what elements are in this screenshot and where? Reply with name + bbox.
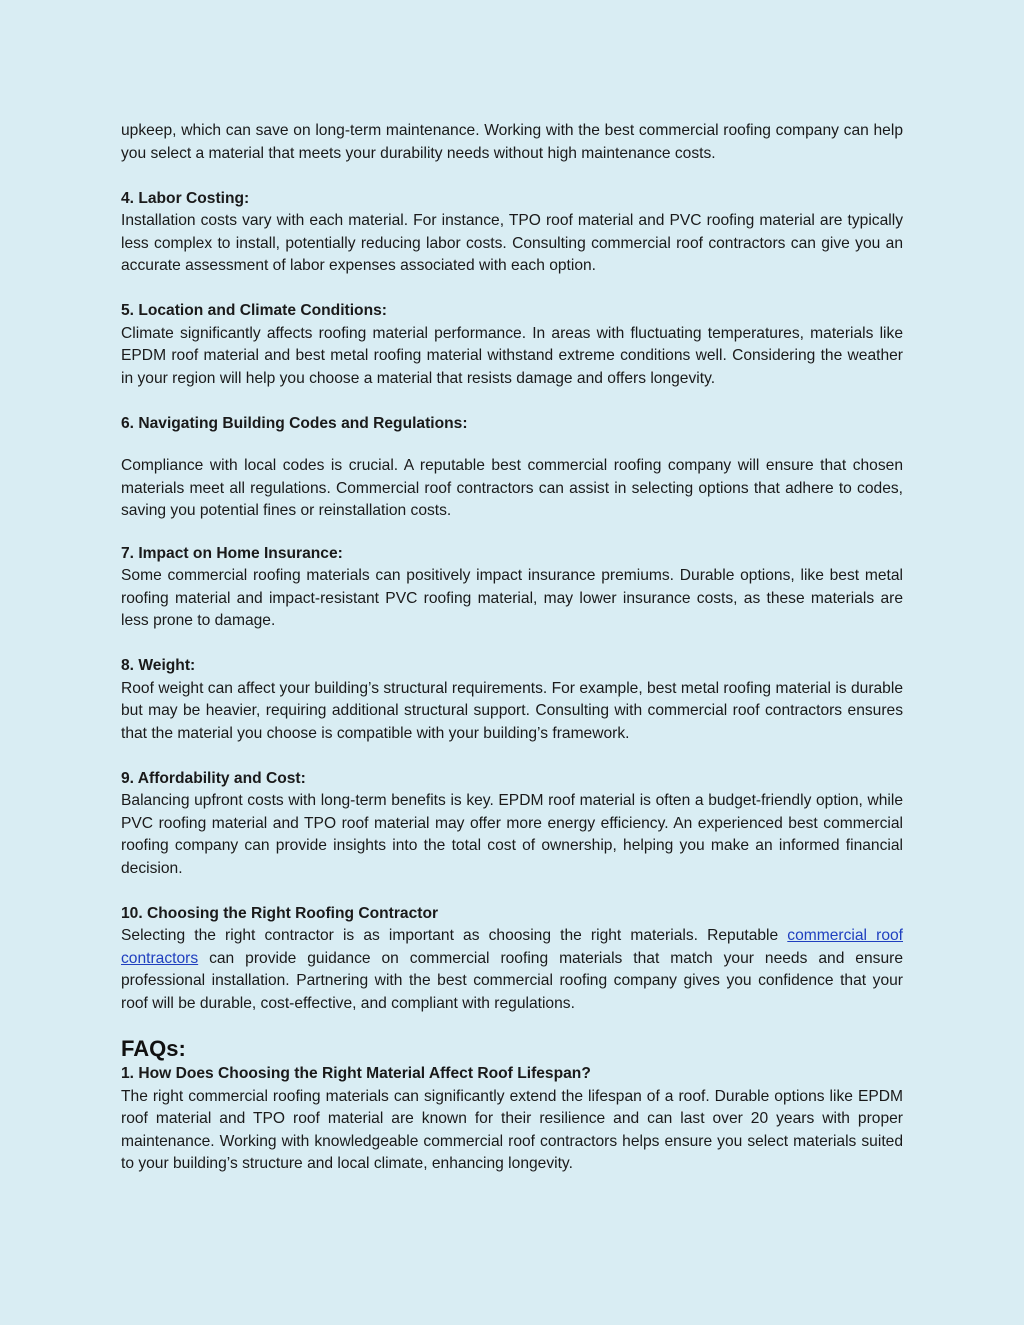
faqs-title: FAQs: <box>121 1036 186 1061</box>
section-body-labor-costing: Installation costs vary with each material. For instance, TPO roof material and PVC roofing material are typically less complex to install, potentially reducing labor costs. Consulting commercial roof contractors can give you an accurate assessment of labor expenses associated with each option. <box>121 212 903 274</box>
section-heading-home-insurance: 7. Impact on Home Insurance: <box>121 544 343 562</box>
section-body-home-insurance: Some commercial roofing materials can positively impact insurance premiums. Durable options, like best metal roofing material and impact-resistant PVC roofing material, may lower insurance costs, as these materials are less prone to damage. <box>121 567 903 629</box>
section-body-text-before-link: Selecting the right contractor is as important as choosing the right materials. Reputable <box>121 927 788 944</box>
section-heading-labor-costing: 4. Labor Costing: <box>121 189 250 207</box>
section-body-roofing-contractor <box>121 925 903 1015</box>
intro-paragraph: upkeep, which can save on long-term maintenance. Working with the best commercial roofing company can help you select a material that meets your durability needs without high maintenance costs. <box>121 122 903 162</box>
section-heading-affordability: 9. Affordability and Cost: <box>121 769 306 787</box>
section-body-affordability: Balancing upfront costs with long-term benefits is key. EPDM roof material is often a budget-friendly option, while PVC roofing material and TPO roof material may offer more energy efficiency. An experienced best commercial roofing company can provide insights into the total cost of ownership, helping you make an informed financial decision. <box>121 792 903 877</box>
faq-question: 1. How Does Choosing the Right Material Affect Roof Lifespan? <box>121 1065 591 1082</box>
document-content <box>121 120 903 1176</box>
section-heading-location-climate: 5. Location and Climate Conditions: <box>121 302 387 319</box>
section-heading-roofing-contractor: 10. Choosing the Right Roofing Contractor <box>121 904 439 922</box>
section-body-weight: Roof weight can affect your building’s structural requirements. For example, best metal roofing material is durable but may be heavier, requiring additional structural support. Consulting with commercial roof contractors ensures that the material you choose is compatible with your building’s framework. <box>121 679 903 742</box>
commercial-roof-contractors-link[interactable]: commercial roof contractors <box>121 927 903 967</box>
faq-answer: The right commercial roofing materials can significantly extend the lifespan of a roof. Durable options like EPDM roof material and TPO roof material are known for their resilience and can last over 20 years with proper maintenance. Working with knowledgeable commercial roof contractors helps ensure you select materials suited to your building’s structure and local climate, enhancing longevity. <box>121 1087 903 1172</box>
section-heading-building-codes: 6. Navigating Building Codes and Regulations: <box>121 414 468 432</box>
section-heading-weight: 8. Weight: <box>121 657 196 674</box>
section-body-building-codes: Compliance with local codes is crucial. A reputable best commercial roofing company will ensure that chosen materials meet all regulations. Commercial roof contractors can assist in selecting options that adhere to codes, saving you potential fines or reinstallation costs. <box>121 457 903 519</box>
section-body-location-climate: Climate significantly affects roofing material performance. In areas with fluctuating temperatures, materials like EPDM roof material and best metal roofing material withstand extreme conditions well. Considering the weather in your region will help you choose a material that resists damage and offers longevity. <box>121 324 903 387</box>
section-body-text-after-link: can provide guidance on commercial roofing materials that match your needs and ensure professional installation. Partnering with the best commercial roofing company gives you confidence that your roof will be durable, cost-effective, and compliant with regulations. <box>121 949 903 1012</box>
